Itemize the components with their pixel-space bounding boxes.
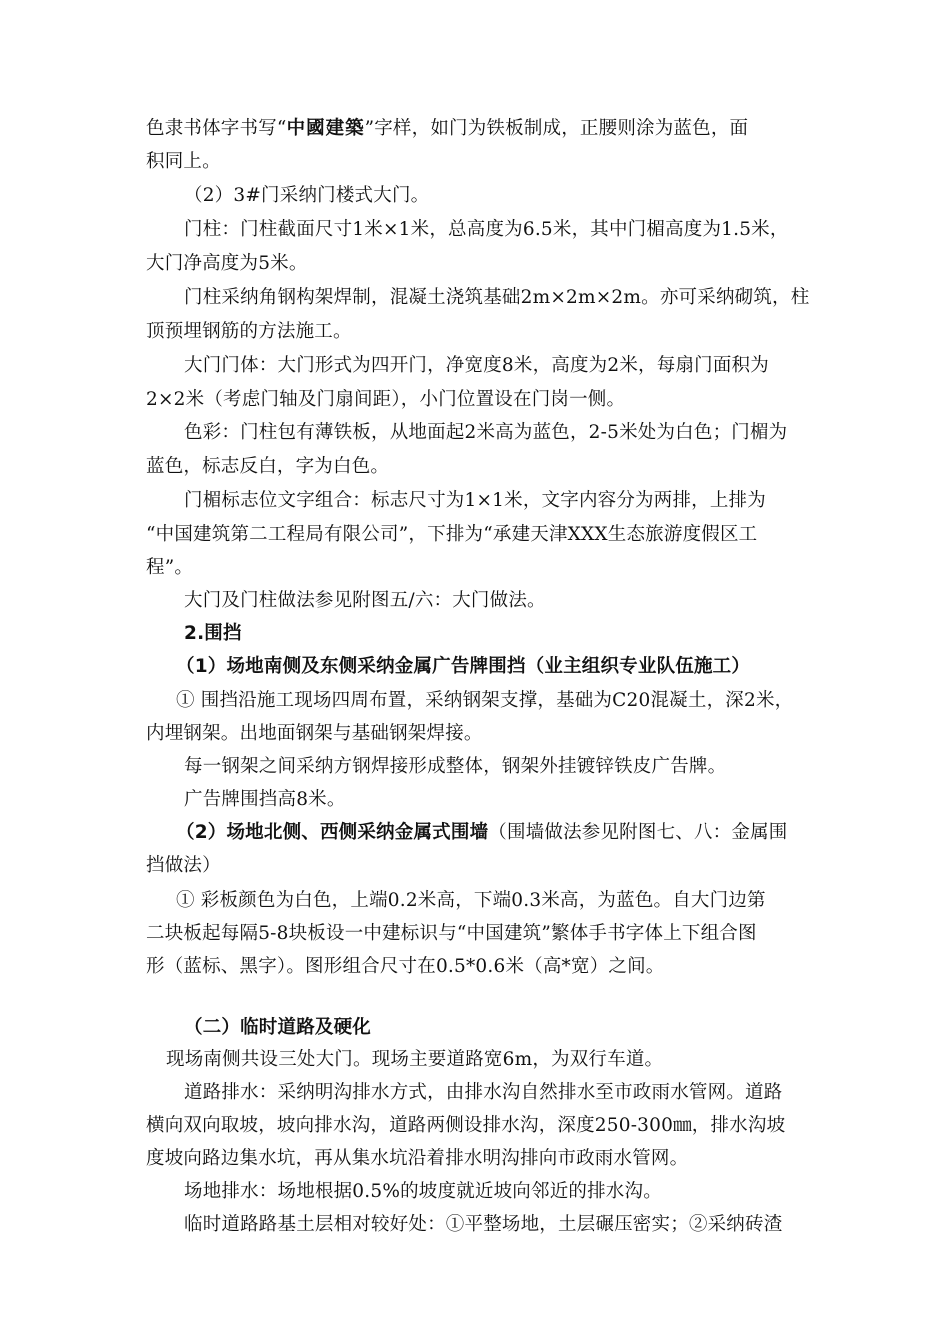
section-heading: （2）3#门采纳门楼式大门。 <box>184 185 430 206</box>
paragraph-line: 大门及门柱做法参见附图五/六：大门做法。 <box>184 590 546 611</box>
section-heading: 2.围挡 <box>184 623 242 644</box>
subsection-heading: （1）场地南侧及东侧采纳金属广告牌围挡（业主组织专业队伍施工） <box>176 656 751 677</box>
paragraph-line <box>146 117 748 141</box>
text-run: ”字样，如门为铁板制成，正腰则涂为蓝色，面 <box>364 118 749 139</box>
paragraph-line: 横向双向取坡，坡向排水沟，道路两侧设排水沟，深度250-300㎜，排水沟坡 <box>146 1115 786 1136</box>
paragraph-line: 程”。 <box>146 557 194 578</box>
paragraph-line: 门楣标志位文字组合：标志尺寸为1×1米，文字内容分为两排，上排为 <box>184 490 766 511</box>
paragraph-line: ① 围挡沿施工现场四周布置，采纳钢架支撑，基础为C20混凝土，深2米， <box>176 690 794 711</box>
paragraph-line: 形（蓝标、黑字）。图形组合尺寸在0.5*0.6米（高*宽）之间。 <box>146 956 665 977</box>
paragraph-line: 顶预埋钢筋的方法施工。 <box>146 321 352 342</box>
paragraph-line: 度坡向路边集水坑，再从集水坑沿着排水明沟排向市政雨水管网。 <box>146 1148 689 1169</box>
paragraph-line: 道路排水：采纳明沟排水方式，由排水沟自然排水至市政雨水管网。道路 <box>184 1082 783 1103</box>
text-run: （围墙做法参见附图七、八：金属围 <box>488 822 788 843</box>
section-heading: （二）临时道路及硬化 <box>184 1017 372 1038</box>
paragraph-line: 现场南侧共设三处大门。现场主要道路宽6m，为双行车道。 <box>166 1049 664 1070</box>
heading-bold-run: （2）场地北侧、西侧采纳金属式围墙 <box>176 822 489 843</box>
subsection-heading <box>176 821 787 845</box>
paragraph-line: 门柱采纳角钢构架焊制，混凝土浇筑基础2m×2m×2m。亦可采纳砌筑，柱 <box>184 287 810 308</box>
paragraph-line: 场地排水：场地根据0.5%的坡度就近坡向邻近的排水沟。 <box>184 1181 662 1202</box>
paragraph-line: 每一钢架之间采纳方钢焊接形成整体，钢架外挂镀锌铁皮广告牌。 <box>184 756 727 777</box>
paragraph-line: ① 彩板颜色为白色，上端0.2米高，下端0.3米高，为蓝色。自大门边第 <box>176 890 766 911</box>
paragraph-line: 门柱：门柱截面尺寸1米×1米，总高度为6.5米，其中门楣高度为1.5米， <box>184 219 789 240</box>
paragraph-line: 蓝色，标志反白，字为白色。 <box>146 456 390 477</box>
paragraph-line: 大门门体：大门形式为四开门，净宽度8米，高度为2米，每扇门面积为 <box>184 355 769 376</box>
paragraph-line: 色彩：门柱包有薄铁板，从地面起2米高为蓝色，2-5米处为白色；门楣为 <box>184 422 788 443</box>
paragraph-line: 积同上。 <box>146 151 221 172</box>
text-run: 色隶书体字书写“ <box>146 118 287 139</box>
paragraph-line: 挡做法） <box>146 855 221 876</box>
paragraph-line: 2×2米（考虑门轴及门扇间距），小门位置设在门岗一侧。 <box>146 389 626 410</box>
paragraph-line: 大门净高度为5米。 <box>146 253 308 274</box>
brand-text: 中國建築 <box>286 118 365 139</box>
paragraph-line: 广告牌围挡高8米。 <box>184 789 346 810</box>
paragraph-line: 临时道路路基土层相对较好处：①平整场地，土层碾压密实；②采纳砖渣 <box>184 1214 783 1235</box>
paragraph-line: “中国建筑第二工程局有限公司”，下排为“承建天津XXX生态旅游度假区工 <box>146 524 758 545</box>
paragraph-line: 内埋钢架。出地面钢架与基础钢架焊接。 <box>146 723 483 744</box>
paragraph-line: 二块板起每隔5-8块板设一中建标识与“中国建筑”繁体手书字体上下组合图 <box>146 923 757 944</box>
